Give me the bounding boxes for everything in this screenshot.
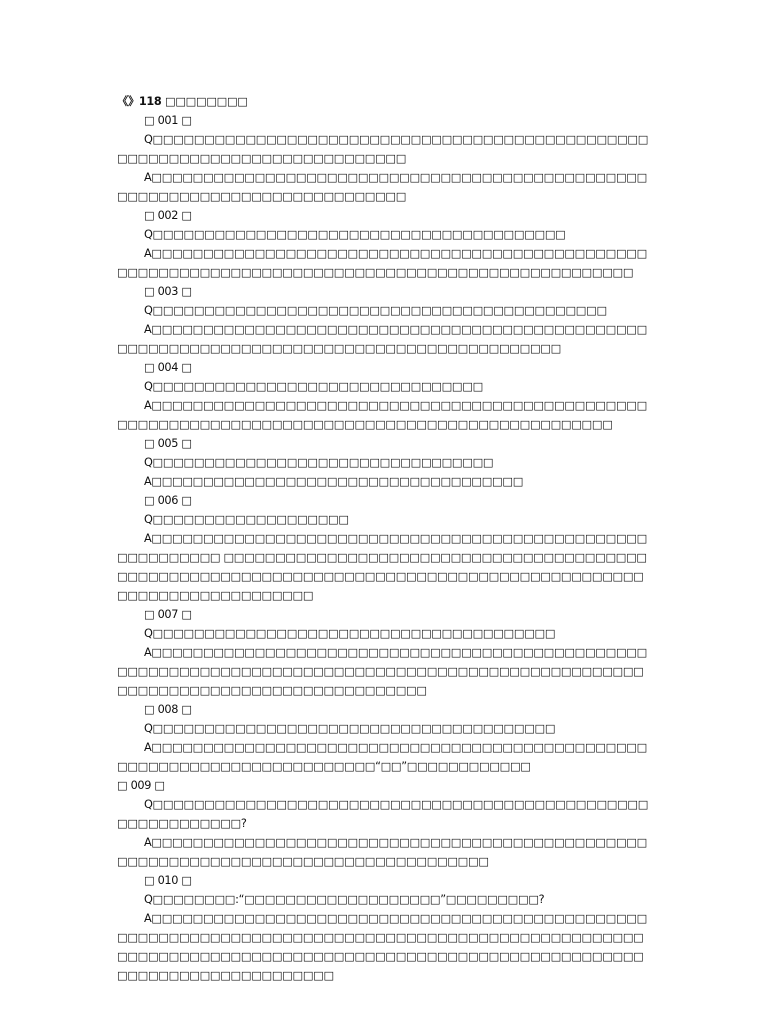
entry-question: Q□□□□□□□□□□□□□□□□□□□□□□□□□□□□□□□□□□□□□□□	[144, 722, 556, 735]
document-title	[117, 92, 651, 111]
entry-number: □ 004 □	[144, 361, 192, 374]
entry-answer: A□□□□□□□□□□□□□□□□□□□□□□□□□□□□□□□□□□□□□□□□□□□□□□□□□□□□□□□□□□□□□□□□□□□□□□□□□□□□□□□□□□□□	[117, 836, 647, 868]
entry-answer: A□□□□□□□□□□□□□□□□□□□□□□□□□□□□□□□□□□□□□□□□□□□□□□□□□□□□□□□□□□□□□□□□□□□□□□□□□□□□□□□□□□□□□□□□□□□□□□□□	[117, 399, 647, 431]
entry-answer: A□□□□□□□□□□□□□□□□□□□□□□□□□□□□□□□□□□□□□□□□□□□□□□□□□□□□□□□□□□□□□□□□□□□□□□□□□“□□”□□□□□□□□□□□□	[117, 741, 647, 773]
entry-number: □ 009 □	[117, 779, 165, 792]
document-title-prefix: 《》118	[117, 95, 162, 108]
entry-number: □ 005 □	[144, 437, 192, 450]
entry-answer: A□□□□□□□□□□□□□□□□□□□□□□□□□□□□□□□□□□□□□□□□□□□□□□□□□□□□□□□□□□□□□□□□□□□□□□□□□□□□□□□□□□□□□□□□□□□□□□□□□□□□□□□□□□□□□□□□□□□□□□□□□□□□□□□□□	[117, 646, 647, 697]
entry-number: □ 006 □	[144, 494, 192, 507]
entry-question: Q□□□□□□□□:“□□□□□□□□□□□□□□□□□□□”□□□□□□□□□?	[144, 893, 545, 906]
entry-number: □ 007 □	[144, 608, 192, 621]
entry-number: □ 001 □	[144, 114, 192, 127]
entry-answer: A□□□□□□□□□□□□□□□□□□□□□□□□□□□□□□□□□□□□□□□□□□□□□□□□□□□□□□□□□□□□□□□□□□□□□□□□□□□□	[117, 171, 647, 203]
entry-question: Q□□□□□□□□□□□□□□□□□□□□□□□□□□□□□□□□□□□□□□□□	[144, 228, 566, 241]
entry-question: Q□□□□□□□□□□□□□□□□□□□□□□□□□□□□□□□□□	[144, 456, 494, 469]
entry-answer: A□□□□□□□□□□□□□□□□□□□□□□□□□□□□□□□□□□□□□□□□□□□□□□□□□□□□□□□□□□□□□□□□□□□□□□□□□□□□□□□□□□□□□□□□□□□□□□□□□□	[117, 247, 647, 279]
entry-question: Q□□□□□□□□□□□□□□□□□□□□□□□□□□□□□□□□□□□□□□□□□□□□□□□□□□□□□□□□□□□□□□□□□□□□□□□□□□□□	[117, 133, 649, 165]
entry-number: □ 002 □	[144, 209, 192, 222]
entry-question: Q□□□□□□□□□□□□□□□□□□□□□□□□□□□□□□□□	[144, 380, 483, 393]
entry-answer: A□□□□□□□□□□□□□□□□□□□□□□□□□□□□□□□□□□□□□□□□□□□□□□□□□□□□□□□□□□□□□□□□□□□□□□□□□□□□□□□□□□□□□□□□□□□□□□□□□□□□□□□□□□□□□□□□□□□□□□□□□□□□□□□□□□□□□□□□□□□□□□□□□□□□□□□□□□□□□□□□□□□□□□□□□□□	[117, 912, 647, 982]
entry-question: Q□□□□□□□□□□□□□□□□□□□□□□□□□□□□□□□□□□□□□□□	[144, 627, 556, 640]
entry-question: Q□□□□□□□□□□□□□□□□□□□	[144, 513, 349, 526]
entry-answer: A□□□□□□□□□□□□□□□□□□□□□□□□□□□□□□□□□□□□□□□□□□□□□□□□□□□□□□□□□□ □□□□□□□□□□□□□□□□□□□□□□□□□□□□□□□□□□□□□□□□□□□□□□□□□□□□□□□□□□□□□□□□□□□□□□□□□□□□□□□□□□□□□□□□□□□□□□□□□□□□□□□□□□□□□□□	[117, 532, 647, 602]
entry-question: Q□□□□□□□□□□□□□□□□□□□□□□□□□□□□□□□□□□□□□□□□□□□□□□□□□□□□□□□□□□□□?	[117, 798, 649, 830]
entry-answer: A□□□□□□□□□□□□□□□□□□□□□□□□□□□□□□□□□□□□	[144, 475, 524, 488]
entry-number: □ 003 □	[144, 285, 192, 298]
document-title-rest: □□□□□□□□	[165, 95, 248, 108]
entry-question: Q□□□□□□□□□□□□□□□□□□□□□□□□□□□□□□□□□□□□□□□□□□□□	[144, 304, 607, 317]
entry-number: □ 010 □	[144, 874, 192, 887]
document-page	[117, 92, 651, 985]
entry-number: □ 008 □	[144, 703, 192, 716]
entry-answer: A□□□□□□□□□□□□□□□□□□□□□□□□□□□□□□□□□□□□□□□□□□□□□□□□□□□□□□□□□□□□□□□□□□□□□□□□□□□□□□□□□□□□□□□□□□□	[117, 323, 647, 355]
